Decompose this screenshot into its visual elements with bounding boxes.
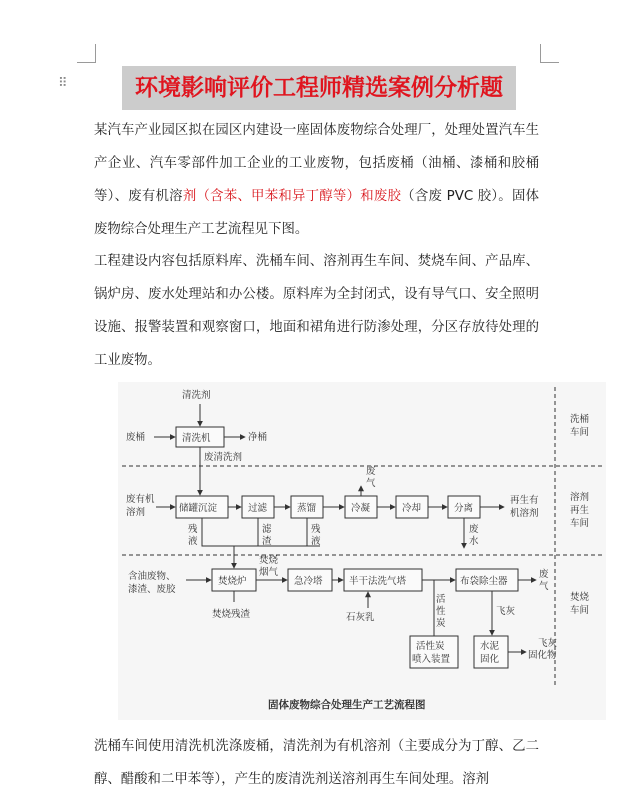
- diagram-label: 喷入装置: [412, 654, 451, 665]
- label-residue-liquid: 残: [188, 524, 198, 535]
- diagram-label: 炭: [436, 618, 446, 629]
- diagram-label: 再生: [570, 505, 590, 516]
- label-waste-bucket: 废桶: [126, 432, 146, 443]
- label-washer: 清洗机: [182, 433, 211, 444]
- section-label-solvent: 溶剂: [570, 492, 590, 503]
- diagram-label: 溶剂: [126, 507, 146, 518]
- diagram-caption: 固体废物综合处理生产工艺流程图: [268, 699, 426, 711]
- label-ash-cure: 飞灰: [538, 638, 558, 649]
- diagram-label: 液: [311, 536, 321, 547]
- label-exhaust: 废: [366, 466, 376, 477]
- label-condense: 冷凝: [351, 503, 371, 514]
- drag-handle-icon[interactable]: ⠿: [58, 76, 69, 91]
- label-residue-liquid-2: 残: [311, 524, 321, 535]
- label-fly-ash: 飞灰: [496, 606, 516, 617]
- section-label-incin: 焚烧: [570, 592, 590, 603]
- label-ash-residue: 焚烧残渣: [212, 609, 251, 620]
- process-flow-figure: [118, 382, 606, 720]
- label-filter-residue: 滤: [262, 524, 272, 535]
- label-carbon-inject: 活性炭: [416, 641, 445, 652]
- label-settle: 储罐沉淀: [179, 503, 218, 514]
- label-incin-input: 含油废物、: [128, 571, 176, 582]
- label-distill: 蒸馏: [297, 503, 317, 514]
- paragraph-1-red-text: 剂（含苯、甲苯和异丁醇等）和废胶: [182, 189, 402, 204]
- paragraph-1: [94, 114, 539, 246]
- diagram-label: 固化物: [528, 650, 557, 661]
- diagram-label: 液: [188, 536, 198, 547]
- label-clean-bucket: 净桶: [248, 432, 268, 443]
- diagram-label: 车间: [570, 605, 590, 616]
- diagram-label: 气: [366, 478, 376, 489]
- label-separate: 分离: [454, 503, 474, 514]
- label-flue-gas: 焚烧: [259, 555, 279, 566]
- diagram-connector: [202, 518, 320, 546]
- paragraph-3: 洗桶车间使用清洗机洗涤废桶，清洗剂为有机溶剂（主要成分为丁醇、乙二醇、醋酸和二甲苯等），产生的废清洗剂送溶剂再生车间处理。溶剂: [94, 739, 539, 787]
- diagram-label: 水: [469, 536, 479, 547]
- diagram-label: 漆渣、废胶: [128, 584, 176, 595]
- diagram-label: 固化: [480, 654, 500, 665]
- label-activated-carbon: 活: [436, 594, 446, 605]
- title-highlight: [122, 66, 516, 110]
- diagram-label: 烟气: [259, 567, 279, 578]
- crop-mark-top-right: [540, 44, 559, 63]
- label-incinerator: 焚烧炉: [218, 576, 247, 587]
- label-semidry: 半干法洗气塔: [349, 576, 407, 587]
- crop-mark-top-left: [77, 44, 96, 63]
- label-waste-solvent: 废有机: [126, 494, 155, 505]
- paragraph-1-text-end: （含废 PVC 胶）。固体废物综合处理生产工艺流程见下图。: [94, 189, 539, 237]
- label-wastewater: 废: [469, 524, 479, 535]
- diagram-label: 气: [539, 581, 549, 592]
- diagram-label: 性: [436, 606, 446, 617]
- paragraph-1-text: 某汽车产业园区拟在园区内建设一座固体废物综合处理厂，处理处置汽车生产企业、汽车零部件加工企业的工业废物，包括废桶（油桶、漆桶和胶桶等）、废有机溶: [94, 123, 539, 204]
- diagram-label: 车间: [570, 427, 590, 438]
- label-quench: 急冷塔: [294, 576, 323, 587]
- page-title: 环境影响评价工程师精选案例分析题: [135, 75, 503, 101]
- label-product: 再生有: [510, 495, 539, 506]
- label-lime: 石灰乳: [346, 612, 375, 623]
- diagram-label: 渣: [262, 536, 272, 547]
- paragraph-2: 工程建设内容包括原料库、洗桶车间、溶剂再生车间、焚烧车间、产品库、锅炉房、废水处理站和办公楼。原料库为全封闭式，设有导气口、安全照明设施、报警装置和观察窗口，地面和裙角进行防渗处理，分区存放待处理的工业废物。: [94, 254, 539, 368]
- section-label-wash: 洗桶: [570, 414, 590, 425]
- diagram-label: 机溶剂: [510, 508, 539, 519]
- label-waste-cleaner: 废清洗剂: [204, 452, 243, 463]
- label-exhaust-2: 废: [539, 569, 549, 580]
- label-cool: 冷却: [402, 503, 422, 514]
- label-baghouse: 布袋除尘器: [460, 576, 508, 587]
- label-cleaner: 清洗剂: [182, 390, 211, 401]
- diagram-label: 车间: [570, 518, 590, 529]
- label-filter: 过滤: [248, 503, 268, 514]
- label-cement: 水泥: [480, 641, 500, 652]
